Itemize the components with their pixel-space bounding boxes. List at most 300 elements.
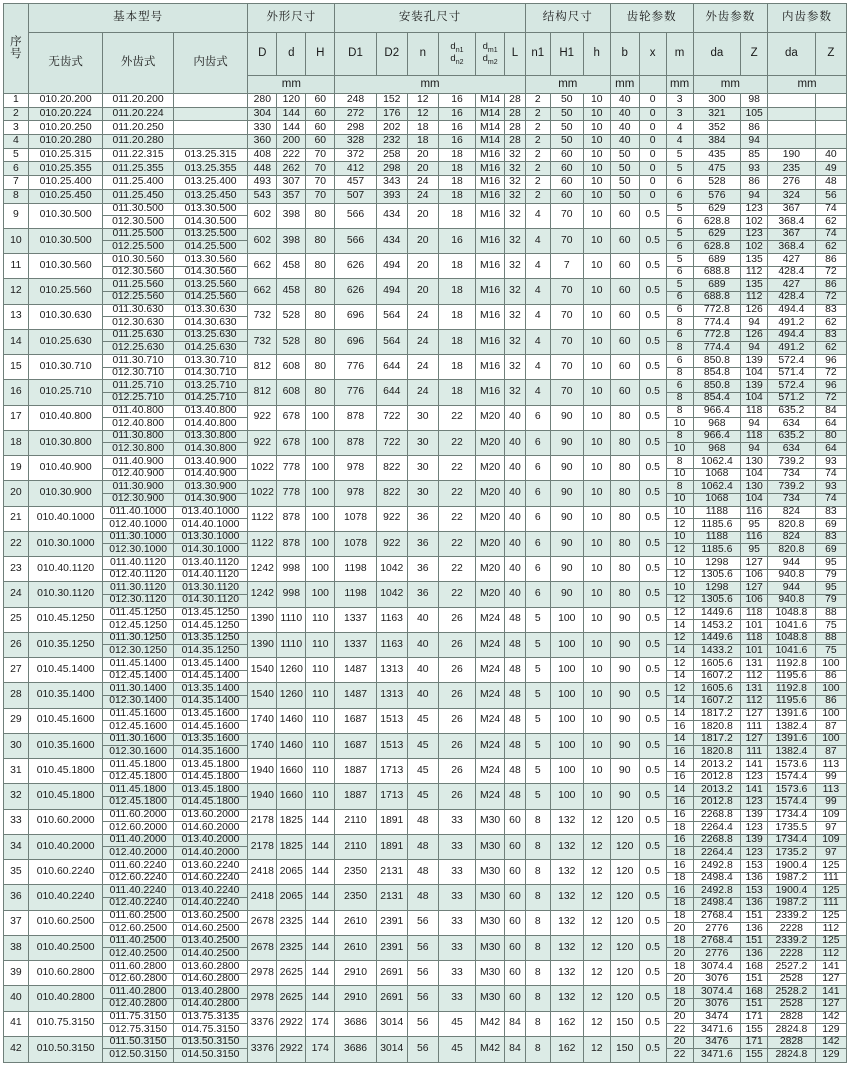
cell-int: 013.45.1400 <box>173 658 248 671</box>
cell-ext: 011.30.1000 <box>103 531 173 544</box>
row-number: 23 <box>4 557 29 582</box>
cell-m: 18 <box>666 935 693 948</box>
cell-m: 20 <box>666 973 693 986</box>
cell-ida: 2528 <box>768 973 816 986</box>
cell-x: 0 <box>639 135 666 149</box>
cell-eda: 2268.8 <box>693 809 741 822</box>
cell-int: 013.30.500 <box>173 203 248 216</box>
cell-h: 10 <box>583 254 610 279</box>
cell-iz: 125 <box>815 935 846 948</box>
cell-plain: 010.60.2800 <box>28 961 103 986</box>
seq-header: 序 号 <box>4 4 29 94</box>
cell-iz: 99 <box>815 796 846 809</box>
cell-dm: M16 <box>476 148 505 162</box>
cell-H1: 50 <box>550 121 583 135</box>
cell-dn: 26 <box>438 683 475 708</box>
cell-iz: 62 <box>815 216 846 229</box>
cell-iz: 113 <box>815 784 846 797</box>
cell-h: 12 <box>583 885 610 910</box>
cell-h: 12 <box>583 910 610 935</box>
cell-H1: 132 <box>550 986 583 1011</box>
cell-n: 30 <box>407 481 438 506</box>
table-row <box>4 809 847 822</box>
cell-ext: 012.60.2800 <box>103 973 173 986</box>
cell-ida: 572.4 <box>768 380 816 393</box>
cell-H: 80 <box>306 355 335 380</box>
cell-ida: 1734.4 <box>768 809 816 822</box>
cell-D2: 722 <box>376 405 407 430</box>
cell-L: 48 <box>505 607 526 632</box>
cell-L: 32 <box>505 203 526 228</box>
cell-m: 12 <box>666 683 693 696</box>
cell-b: 50 <box>610 162 639 176</box>
cell-int: 014.30.800 <box>173 443 248 456</box>
cell-L: 48 <box>505 683 526 708</box>
cell-ez: 94 <box>741 418 768 431</box>
cell-eda: 850.8 <box>693 380 741 393</box>
cell-m: 20 <box>666 1011 693 1024</box>
cell-b: 90 <box>610 759 639 784</box>
cell-ida: 2824.8 <box>768 1024 816 1037</box>
cell-H: 110 <box>306 708 335 733</box>
cell-ext: 012.40.2500 <box>103 948 173 961</box>
cell-b: 80 <box>610 456 639 481</box>
cell-x: 0.5 <box>639 582 666 607</box>
cell-L: 40 <box>505 557 526 582</box>
cell-m: 16 <box>666 746 693 759</box>
cell-H1: 70 <box>550 329 583 354</box>
cell-m: 6 <box>666 304 693 317</box>
cell-iz: 40 <box>815 148 846 162</box>
cell-iz: 93 <box>815 456 846 469</box>
cell-ida: 2824.8 <box>768 1049 816 1063</box>
table-row <box>4 885 847 898</box>
cell-h: 12 <box>583 1011 610 1036</box>
cell-plain: 010.20.224 <box>28 107 103 121</box>
cell-iz: 83 <box>815 506 846 519</box>
cell-ez: 112 <box>741 266 768 279</box>
cell-n: 12 <box>407 94 438 108</box>
cell-n1: 8 <box>525 961 550 986</box>
cell-d: 307 <box>277 176 306 190</box>
row-number: 20 <box>4 481 29 506</box>
cell-D: 1022 <box>248 456 277 481</box>
cell-eda: 2492.8 <box>693 885 741 898</box>
cell-n1: 5 <box>525 683 550 708</box>
cell-eda: 1433.2 <box>693 645 741 658</box>
cell-H: 100 <box>306 430 335 455</box>
cell-eda: 1068 <box>693 493 741 506</box>
cell-ez: 131 <box>741 658 768 671</box>
cell-b: 80 <box>610 531 639 556</box>
cell-m: 14 <box>666 708 693 721</box>
cell-d: 1825 <box>277 834 306 859</box>
cell-H1: 90 <box>550 481 583 506</box>
cell-H1: 132 <box>550 834 583 859</box>
row-number: 4 <box>4 135 29 149</box>
cell-D: 543 <box>248 189 277 203</box>
cell-H1: 100 <box>550 784 583 809</box>
cell-b: 60 <box>610 203 639 228</box>
cell-ext: 012.75.3150 <box>103 1024 173 1037</box>
cell-ez: 136 <box>741 948 768 961</box>
cell-eda: 628.8 <box>693 241 741 254</box>
cell-d: 2922 <box>277 1036 306 1062</box>
cell-int: 014.45.1600 <box>173 721 248 734</box>
cell-dn: 22 <box>438 430 475 455</box>
cell-D2: 343 <box>376 176 407 190</box>
table-row <box>4 254 847 267</box>
cell-L: 28 <box>505 135 526 149</box>
cell-plain: 010.40.1000 <box>28 506 103 531</box>
cell-iz: 84 <box>815 405 846 418</box>
cell-dm: M24 <box>476 784 505 809</box>
cell-D1: 566 <box>335 228 376 253</box>
cell-m: 20 <box>666 923 693 936</box>
cell-dn: 26 <box>438 708 475 733</box>
cell-n: 56 <box>407 910 438 935</box>
cell-D2: 644 <box>376 355 407 380</box>
cell-int: 014.40.2000 <box>173 847 248 860</box>
cell-h: 10 <box>583 531 610 556</box>
cell-H1: 132 <box>550 961 583 986</box>
cell-ext: 011.60.2240 <box>103 860 173 873</box>
cell-ez: 171 <box>741 1011 768 1024</box>
cell-int: 014.40.1120 <box>173 569 248 582</box>
cell-b: 50 <box>610 148 639 162</box>
cell-D2: 722 <box>376 430 407 455</box>
cell-eda: 774.4 <box>693 317 741 330</box>
cell-m: 6 <box>666 241 693 254</box>
col-m-header: m <box>666 33 693 76</box>
cell-dn: 16 <box>438 121 475 135</box>
cell-D2: 1163 <box>376 632 407 657</box>
table-row <box>4 784 847 797</box>
cell-int: 013.25.400 <box>173 176 248 190</box>
cell-dm: M16 <box>476 329 505 354</box>
cell-ida <box>768 107 816 121</box>
cell-x: 0.5 <box>639 279 666 304</box>
cell-D: 922 <box>248 405 277 430</box>
cell-d: 222 <box>277 148 306 162</box>
row-number: 28 <box>4 683 29 708</box>
cell-H1: 70 <box>550 203 583 228</box>
cell-plain: 010.40.2500 <box>28 935 103 960</box>
cell-ez: 155 <box>741 1024 768 1037</box>
cell-plain: 010.40.2800 <box>28 986 103 1011</box>
cell-d: 1660 <box>277 759 306 784</box>
cell-b: 90 <box>610 607 639 632</box>
cell-m: 12 <box>666 594 693 607</box>
cell-D: 3376 <box>248 1036 277 1062</box>
cell-H: 174 <box>306 1036 335 1062</box>
cell-plain: 010.40.800 <box>28 405 103 430</box>
cell-iz: 80 <box>815 430 846 443</box>
outline-group-header: 外形尺寸 <box>248 4 335 33</box>
cell-int: 013.30.900 <box>173 481 248 494</box>
cell-ida <box>768 135 816 149</box>
cell-ida: 1048.8 <box>768 632 816 645</box>
cell-h: 10 <box>583 759 610 784</box>
cell-plain: 010.20.200 <box>28 94 103 108</box>
cell-d: 200 <box>277 135 306 149</box>
cell-eda: 475 <box>693 162 741 176</box>
cell-ida: 1391.6 <box>768 733 816 746</box>
cell-m: 8 <box>666 430 693 443</box>
cell-ext: 011.40.1000 <box>103 506 173 519</box>
cell-dn: 16 <box>438 107 475 121</box>
row-number: 6 <box>4 162 29 176</box>
cell-H1: 132 <box>550 809 583 834</box>
col-ext-header: 外齿式 <box>103 33 173 94</box>
cell-int <box>173 121 248 135</box>
cell-m: 18 <box>666 986 693 999</box>
cell-ida: 1195.6 <box>768 670 816 683</box>
cell-d: 2065 <box>277 885 306 910</box>
cell-eda: 2498.4 <box>693 872 741 885</box>
cell-dm: M42 <box>476 1036 505 1062</box>
cell-D2: 1513 <box>376 708 407 733</box>
cell-H1: 132 <box>550 885 583 910</box>
cell-x: 0.5 <box>639 506 666 531</box>
cell-ida: 940.8 <box>768 594 816 607</box>
cell-h: 10 <box>583 607 610 632</box>
cell-plain: 010.60.2000 <box>28 809 103 834</box>
cell-x: 0.5 <box>639 254 666 279</box>
cell-dn: 26 <box>438 733 475 758</box>
cell-ez: 136 <box>741 923 768 936</box>
cell-h: 10 <box>583 456 610 481</box>
unit-b: mm <box>610 76 639 94</box>
cell-iz: 62 <box>815 317 846 330</box>
cell-ez: 130 <box>741 456 768 469</box>
cell-dn: 33 <box>438 961 475 986</box>
cell-h: 10 <box>583 176 610 190</box>
cell-h: 10 <box>583 355 610 380</box>
cell-d: 878 <box>277 531 306 556</box>
cell-d: 1460 <box>277 733 306 758</box>
cell-x: 0.5 <box>639 683 666 708</box>
cell-n1: 4 <box>525 203 550 228</box>
cell-iz: 74 <box>815 203 846 216</box>
cell-m: 12 <box>666 569 693 582</box>
cell-eda: 2776 <box>693 923 741 936</box>
cell-H: 80 <box>306 329 335 354</box>
table-row <box>4 683 847 696</box>
cell-iz: 87 <box>815 746 846 759</box>
cell-eda: 1062.4 <box>693 481 741 494</box>
cell-m: 10 <box>666 506 693 519</box>
cell-D2: 202 <box>376 121 407 135</box>
cell-x: 0.5 <box>639 986 666 1011</box>
cell-iz: 83 <box>815 531 846 544</box>
col-int-header: 内齿式 <box>173 33 248 94</box>
cell-L: 60 <box>505 860 526 885</box>
cell-L: 40 <box>505 506 526 531</box>
cell-ida: 824 <box>768 506 816 519</box>
cell-ez: 123 <box>741 228 768 241</box>
cell-H: 60 <box>306 135 335 149</box>
cell-ida: 1192.8 <box>768 658 816 671</box>
cell-ida: 2228 <box>768 948 816 961</box>
cell-L: 48 <box>505 632 526 657</box>
cell-int: 013.25.450 <box>173 189 248 203</box>
cell-dm: M20 <box>476 582 505 607</box>
ext-group-header: 外齿参数 <box>693 4 768 33</box>
cell-b: 120 <box>610 986 639 1011</box>
cell-ida: 368.4 <box>768 241 816 254</box>
cell-L: 40 <box>505 405 526 430</box>
cell-D: 1390 <box>248 632 277 657</box>
cell-ez: 139 <box>741 380 768 393</box>
cell-ida: 276 <box>768 176 816 190</box>
cell-int: 014.35.1600 <box>173 746 248 759</box>
row-number: 10 <box>4 228 29 253</box>
cell-ez: 94 <box>741 342 768 355</box>
row-number: 2 <box>4 107 29 121</box>
cell-ext: 012.30.710 <box>103 367 173 380</box>
cell-x: 0.5 <box>639 961 666 986</box>
cell-d: 778 <box>277 481 306 506</box>
cell-m: 8 <box>666 405 693 418</box>
cell-iz: 96 <box>815 380 846 393</box>
cell-ida: 428.4 <box>768 291 816 304</box>
cell-D2: 822 <box>376 481 407 506</box>
cell-x: 0 <box>639 148 666 162</box>
cell-ext: 011.45.1800 <box>103 784 173 797</box>
cell-ext: 011.40.2500 <box>103 935 173 948</box>
cell-eda: 1062.4 <box>693 456 741 469</box>
cell-m: 8 <box>666 392 693 405</box>
row-number: 19 <box>4 456 29 481</box>
cell-iz: 69 <box>815 544 846 557</box>
cell-b: 150 <box>610 1036 639 1062</box>
cell-m: 5 <box>666 279 693 292</box>
cell-ext: 011.45.1400 <box>103 658 173 671</box>
cell-eda: 968 <box>693 443 741 456</box>
row-number: 11 <box>4 254 29 279</box>
cell-n: 24 <box>407 329 438 354</box>
cell-n: 56 <box>407 935 438 960</box>
cell-dn: 22 <box>438 531 475 556</box>
cell-ext: 011.30.1400 <box>103 683 173 696</box>
cell-eda: 3471.6 <box>693 1024 741 1037</box>
cell-m: 14 <box>666 645 693 658</box>
table-row <box>4 380 847 393</box>
cell-ext: 011.60.2000 <box>103 809 173 822</box>
cell-D: 1122 <box>248 506 277 531</box>
cell-int <box>173 94 248 108</box>
table-row <box>4 279 847 292</box>
cell-int: 013.40.2240 <box>173 885 248 898</box>
cell-ext: 012.40.800 <box>103 418 173 431</box>
cell-D1: 1687 <box>335 733 376 758</box>
cell-m: 10 <box>666 493 693 506</box>
cell-D: 2678 <box>248 910 277 935</box>
cell-m: 16 <box>666 860 693 873</box>
cell-n: 24 <box>407 380 438 405</box>
cell-ida: 1987.2 <box>768 897 816 910</box>
cell-iz <box>815 107 846 121</box>
cell-L: 60 <box>505 885 526 910</box>
cell-m: 20 <box>666 948 693 961</box>
cell-ext: 012.40.2240 <box>103 897 173 910</box>
cell-ext: 011.45.1250 <box>103 607 173 620</box>
cell-H: 100 <box>306 506 335 531</box>
cell-eda: 3474 <box>693 1011 741 1024</box>
cell-n: 48 <box>407 834 438 859</box>
cell-x: 0.5 <box>639 355 666 380</box>
cell-iz: 83 <box>815 329 846 342</box>
cell-n1: 4 <box>525 329 550 354</box>
cell-n1: 5 <box>525 759 550 784</box>
cell-L: 60 <box>505 935 526 960</box>
cell-ext: 011.30.1600 <box>103 733 173 746</box>
cell-m: 14 <box>666 670 693 683</box>
cell-d: 2325 <box>277 935 306 960</box>
row-number: 33 <box>4 809 29 834</box>
cell-eda: 2012.8 <box>693 771 741 784</box>
row-number: 5 <box>4 148 29 162</box>
row-number: 22 <box>4 531 29 556</box>
cell-eda: 3471.6 <box>693 1049 741 1063</box>
cell-h: 10 <box>583 329 610 354</box>
cell-int: 014.25.710 <box>173 392 248 405</box>
cell-H1: 132 <box>550 860 583 885</box>
cell-D: 812 <box>248 355 277 380</box>
cell-dm: M14 <box>476 107 505 121</box>
cell-L: 32 <box>505 189 526 203</box>
cell-b: 120 <box>610 935 639 960</box>
cell-n: 24 <box>407 189 438 203</box>
cell-L: 48 <box>505 759 526 784</box>
cell-m: 12 <box>666 607 693 620</box>
cell-h: 12 <box>583 961 610 986</box>
unit-x <box>639 76 666 94</box>
cell-dn: 18 <box>438 176 475 190</box>
cell-m: 6 <box>666 189 693 203</box>
cell-m: 18 <box>666 847 693 860</box>
cell-b: 120 <box>610 860 639 885</box>
cell-D: 280 <box>248 94 277 108</box>
cell-eda: 2012.8 <box>693 796 741 809</box>
cell-ez: 101 <box>741 620 768 633</box>
cell-ez: 94 <box>741 189 768 203</box>
cell-ez: 135 <box>741 279 768 292</box>
cell-iz: 125 <box>815 860 846 873</box>
cell-dm: M16 <box>476 162 505 176</box>
cell-eda: 321 <box>693 107 741 121</box>
unit-outline: mm <box>248 76 335 94</box>
cell-dn: 33 <box>438 834 475 859</box>
cell-D2: 564 <box>376 304 407 329</box>
cell-x: 0.5 <box>639 885 666 910</box>
cell-iz: 109 <box>815 834 846 847</box>
cell-int: 013.40.900 <box>173 456 248 469</box>
cell-int: 014.45.1800 <box>173 796 248 809</box>
cell-n: 48 <box>407 809 438 834</box>
cell-plain: 010.45.1800 <box>28 784 103 809</box>
cell-plain: 010.35.1400 <box>28 683 103 708</box>
cell-iz: 125 <box>815 885 846 898</box>
cell-dn: 22 <box>438 582 475 607</box>
cell-ida: 940.8 <box>768 569 816 582</box>
cell-D2: 434 <box>376 203 407 228</box>
row-number: 8 <box>4 189 29 203</box>
cell-iz: 48 <box>815 176 846 190</box>
cell-ida: 1735.5 <box>768 822 816 835</box>
cell-m: 16 <box>666 809 693 822</box>
